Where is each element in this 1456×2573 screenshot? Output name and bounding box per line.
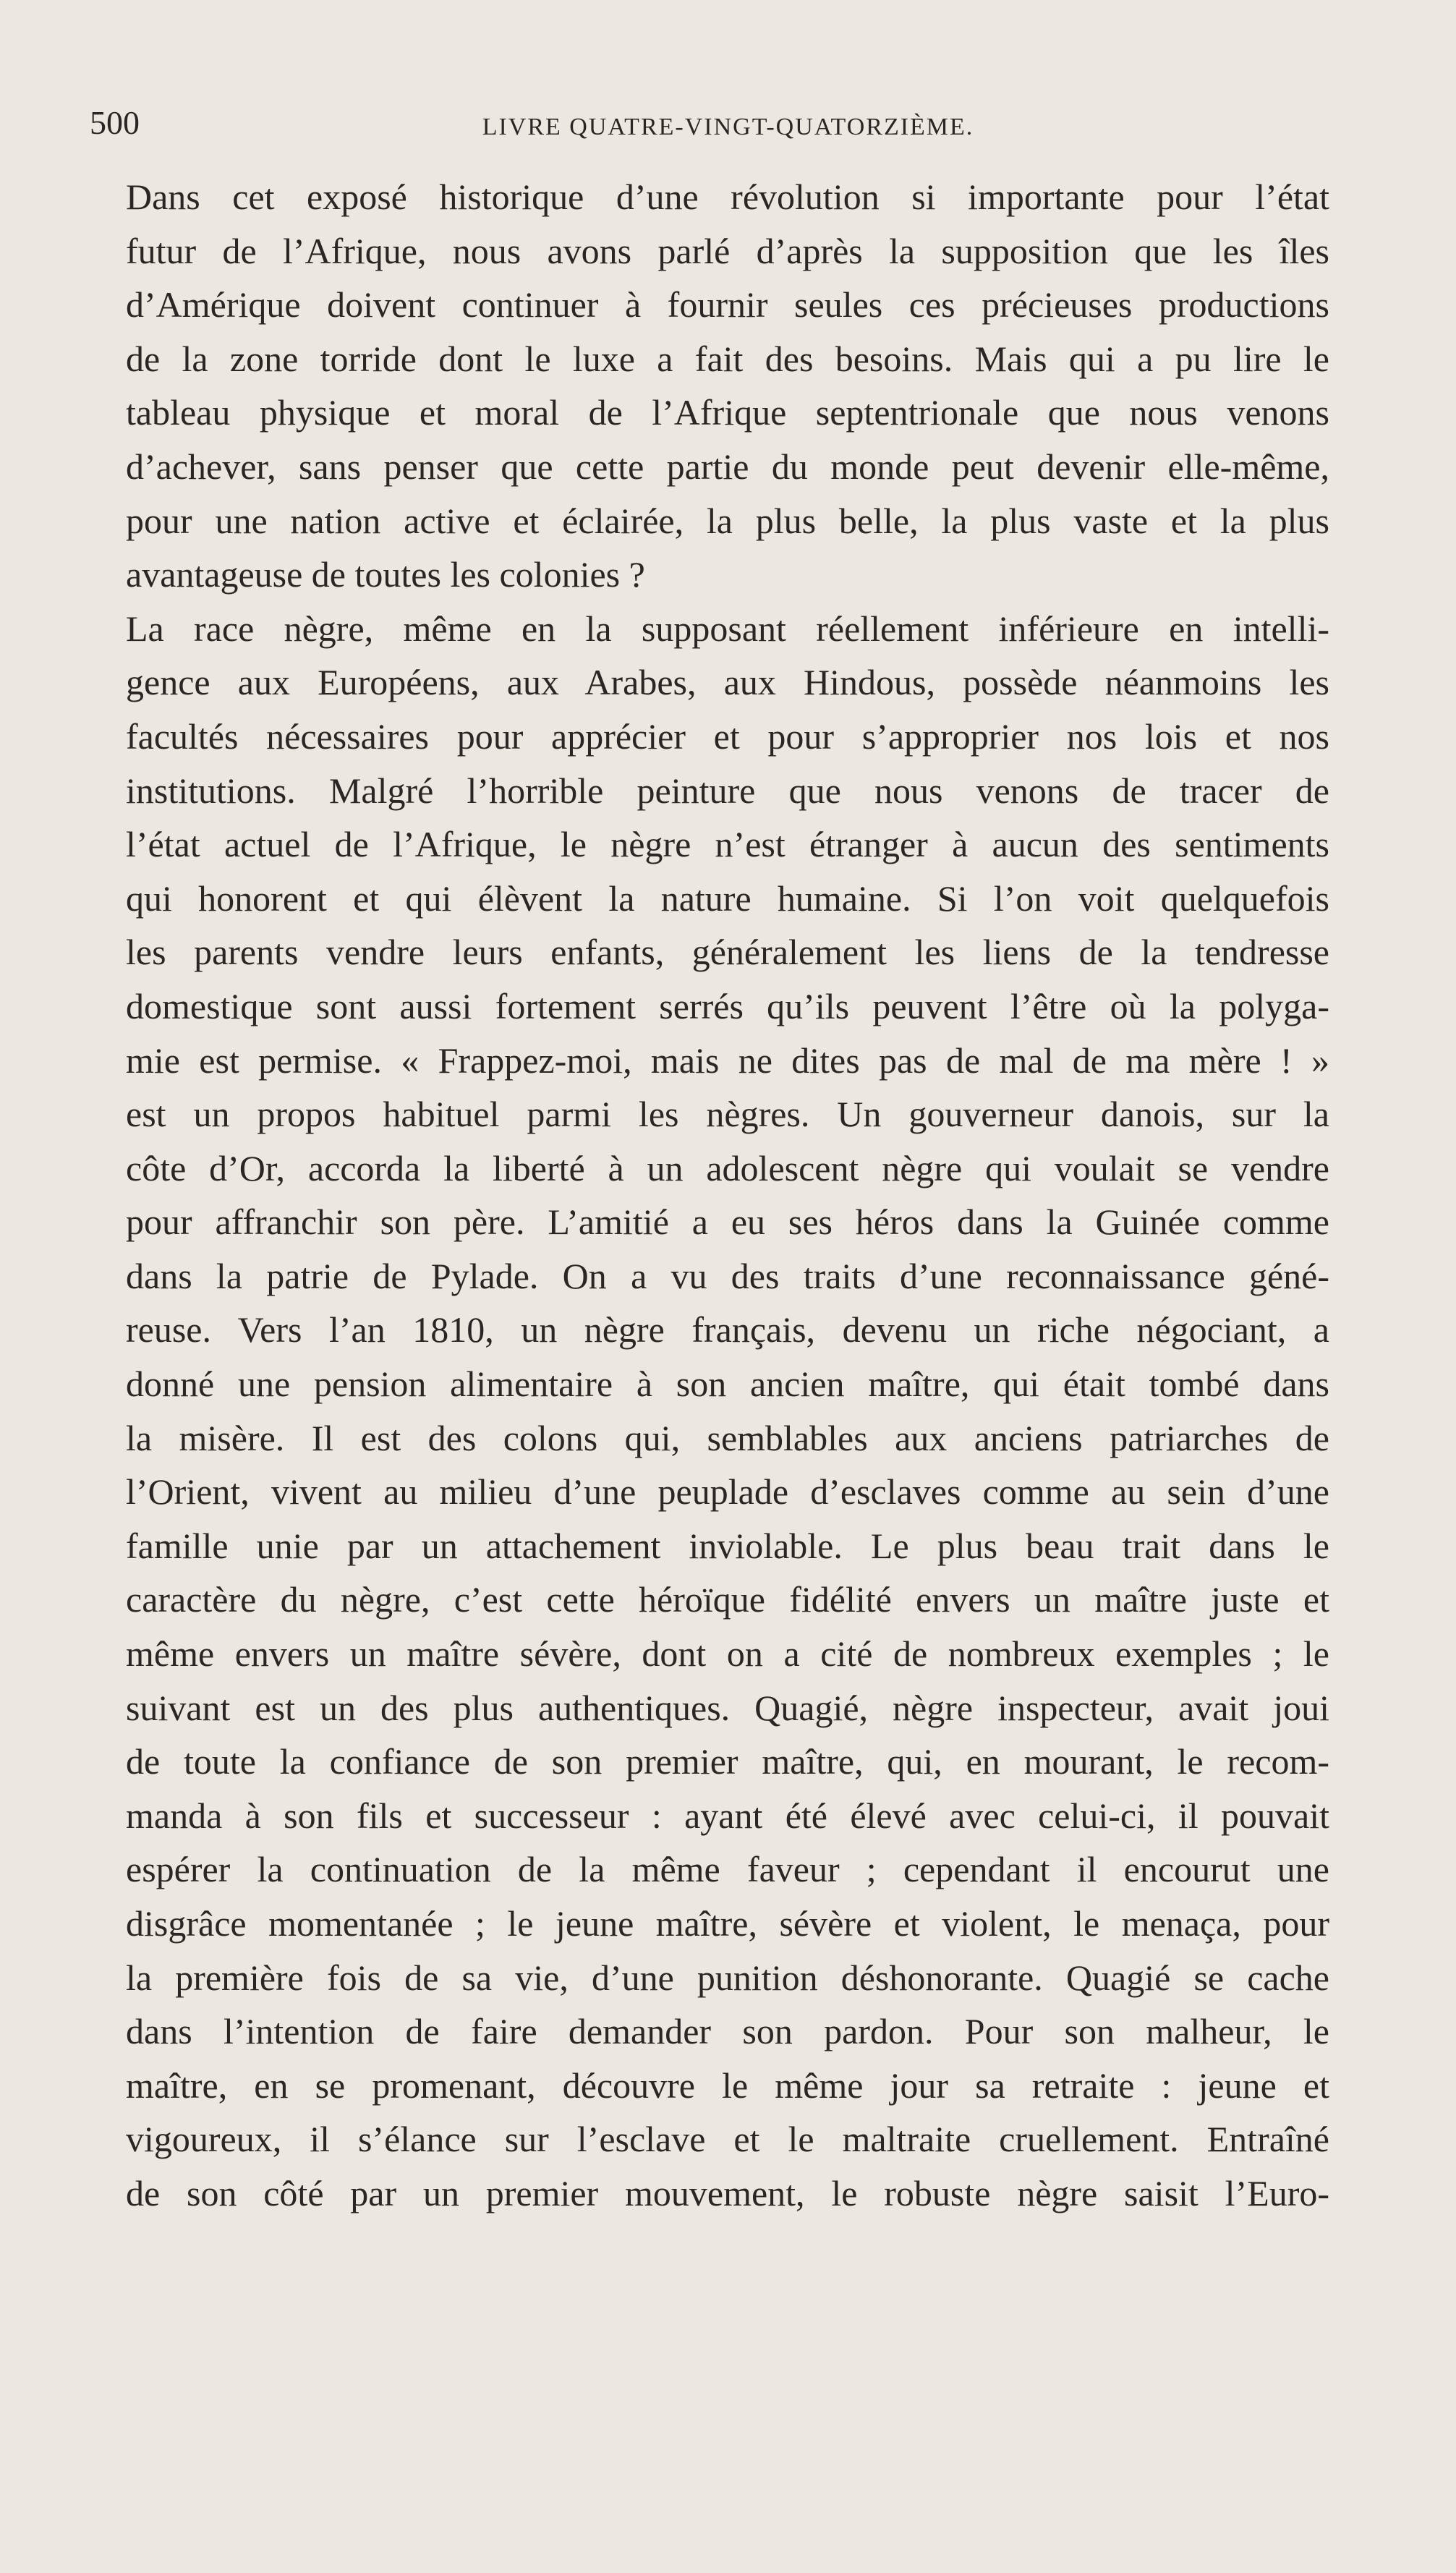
- text-line: qui honorent et qui élèvent la nature humaine. Si l’on voit quelquefois: [126, 877, 1329, 919]
- text-line: la misère. Il est des colons qui, semblables aux anciens patriarches de: [126, 1417, 1329, 1458]
- text-line: les parents vendre leurs enfants, généralement les liens de la tendresse: [126, 932, 1329, 973]
- text-line: reuse. Vers l’an 1810, un nègre français, devenu un riche négociant, a: [126, 1309, 1329, 1351]
- text-line: facultés nécessaires pour apprécier et pour s’approprier nos lois et nos: [126, 715, 1329, 757]
- text-line: pour affranchir son père. L’amitié a eu ses héros dans la Guinée comme: [126, 1202, 1329, 1243]
- text-line: d’achever, sans penser que cette partie du monde peut devenir elle-même,: [126, 446, 1329, 487]
- text-line: mie est permise. « Frappez-moi, mais ne dites pas de mal de ma mère ! »: [126, 1039, 1329, 1081]
- text-line: de son côté par un premier mouvement, le robuste nègre saisit l’Euro-: [126, 2172, 1329, 2213]
- text-line: dans la patrie de Pylade. On a vu des traits d’une reconnaissance géné-: [126, 1255, 1329, 1296]
- text-line: caractère du nègre, c’est cette héroïque fidélité envers un maître juste et: [126, 1579, 1329, 1620]
- text-line: l’Orient, vivent au milieu d’une peuplade d’esclaves comme au sein d’une: [126, 1471, 1329, 1513]
- text-line: futur de l’Afrique, nous avons parlé d’après la supposition que les îles: [126, 230, 1329, 271]
- page-number: 500: [90, 104, 140, 141]
- text-line: suivant est un des plus authentiques. Quagié, nègre inspecteur, avait joui: [126, 1687, 1329, 1728]
- text-line: est un propos habituel parmi les nègres. Un gouverneur danois, sur la: [126, 1094, 1329, 1135]
- text-line: pour une nation active et éclairée, la plus belle, la plus vaste et la plus: [126, 500, 1329, 541]
- page-header: [0, 101, 1456, 145]
- text-line: avantageuse de toutes les colonies ?: [126, 554, 645, 595]
- paragraph-1: [85, 170, 1329, 602]
- text-line: famille unie par un attachement inviolable. Le plus beau trait dans le: [126, 1525, 1329, 1566]
- text-line: gence aux Européens, aux Arabes, aux Hindous, possède néanmoins les: [126, 662, 1329, 703]
- text-line: institutions. Malgré l’horrible peinture que nous venons de tracer de: [126, 770, 1329, 811]
- text-line: vigoureux, il s’élance sur l’esclave et le maltraite cruellement. Entraîné: [126, 2119, 1329, 2160]
- text-line: de toute la confiance de son premier maître, qui, en mourant, le recom-: [126, 1741, 1329, 1782]
- text-line: Dans cet exposé historique d’une révolution si importante pour l’état: [126, 177, 1329, 217]
- text-line: espérer la continuation de la même faveur ; cependant il encourut une: [126, 1849, 1329, 1890]
- text-line: disgrâce momentanée ; le jeune maître, sévère et violent, le menaça, pour: [126, 1903, 1329, 1944]
- paragraph-2: [85, 602, 1329, 2221]
- text-line: côte d’Or, accorda la liberté à un adolescent nègre qui voulait se vendre: [126, 1147, 1329, 1188]
- running-title: LIVRE QUATRE-VINGT-QUATORZIÈME.: [482, 114, 974, 140]
- text-line: même envers un maître sévère, dont on a cité de nombreux exemples ; le: [126, 1633, 1329, 1675]
- text-line: tableau physique et moral de l’Afrique septentrionale que nous venons: [126, 392, 1329, 433]
- text-line: La race nègre, même en la supposant réellement inférieure en intelli-: [126, 608, 1329, 649]
- body-text: [85, 170, 1329, 2221]
- text-line: l’état actuel de l’Afrique, le nègre n’est étranger à aucun des sentiments: [126, 824, 1329, 865]
- text-line: domestique sont aussi fortement serrés qu’ils peuvent l’être où la polyga-: [126, 985, 1329, 1026]
- text-line: manda à son fils et successeur : ayant été élevé avec celui-ci, il pouvait: [126, 1795, 1329, 1836]
- text-line: donné une pension alimentaire à son ancien maître, qui était tombé dans: [126, 1364, 1329, 1405]
- text-line: de la zone torride dont le luxe a fait des besoins. Mais qui a pu lire le: [126, 338, 1329, 379]
- text-line: la première fois de sa vie, d’une punition déshonorante. Quagié se cache: [126, 1957, 1329, 1998]
- text-line: dans l’intention de faire demander son pardon. Pour son malheur, le: [126, 2011, 1329, 2052]
- text-line: maître, en se promenant, découvre le même jour sa retraite : jeune et: [126, 2064, 1329, 2106]
- text-line: d’Amérique doivent continuer à fournir seules ces précieuses productions: [126, 284, 1329, 326]
